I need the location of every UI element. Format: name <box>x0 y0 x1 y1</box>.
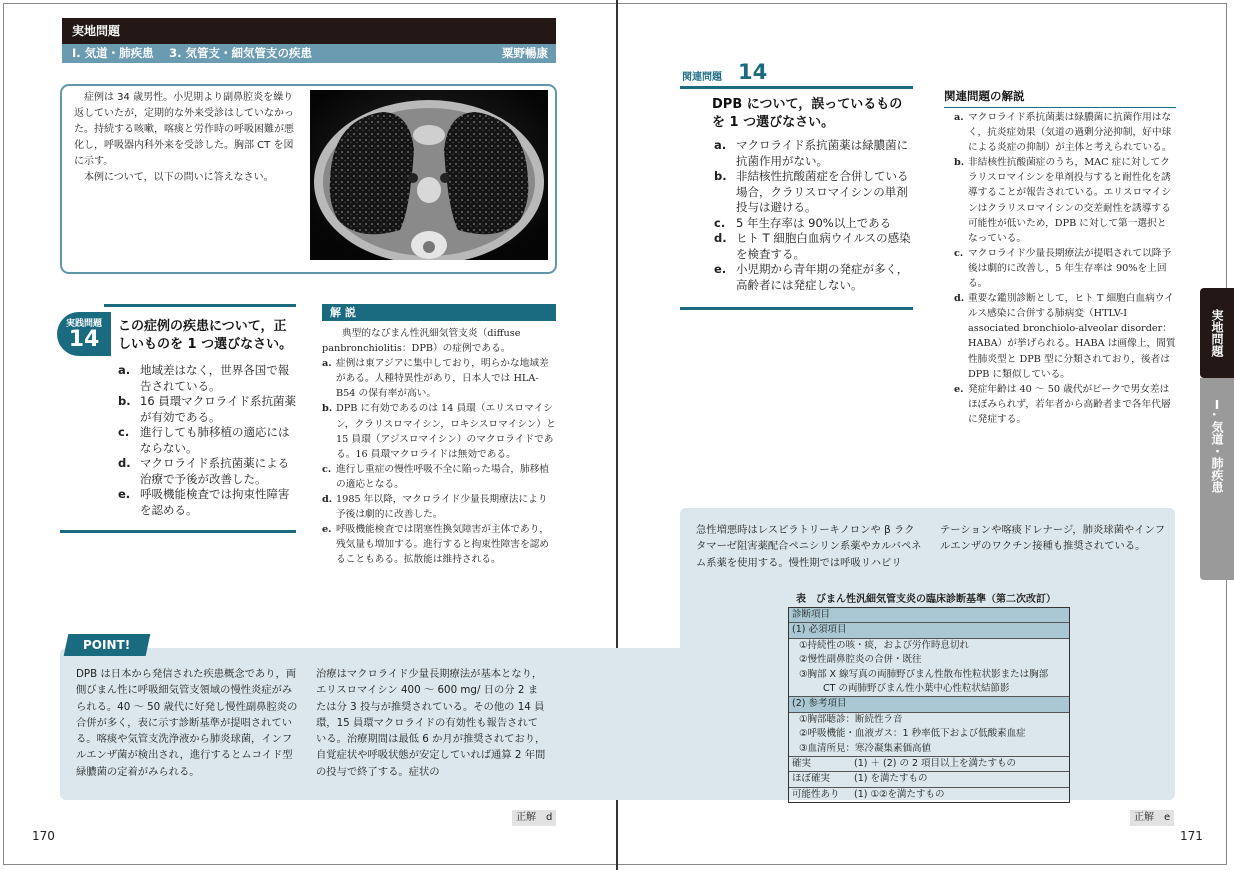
point-text-col2: 治療はマクロライド少量長期療法が基本となり，エリスロマイシン 400 ～ 600 mg/ 日の分 2 または分 3 投与が推奨されている。その他の 14 員環，15 員環マクロライドの有効性も報告されている。治療期間は最低 6 か月が推奨されており，自覚症状や呼吸状態が安定していれば通算 2 年間の投与で終了する。症状の <box>316 668 546 778</box>
question-title: この症例の疾患について，正しいものを 1 つ選びなさい。 <box>118 319 293 352</box>
point-label: POINT! <box>64 634 151 656</box>
table-required-label: (1) 必須項目 <box>789 623 1069 638</box>
related-explanation-item: a. マクロライド系抗菌薬は緑膿菌に抗菌作用はなく，抗炎症効果（気道の過剰分泌抑制，好中球による炎症の抑制）が主体と考えられている。 <box>954 112 1172 154</box>
table-required-item: ③胸部 X 線写真の両肺野びまん性散布性粒状影または胸部 <box>799 668 1049 680</box>
header-title: 実地問題 <box>62 18 556 44</box>
point-text-col3: 急性増悪時はレスピラトリーキノロンや β ラクタマーゼ阻害薬配合ペニシリン系薬やカルバペネム系薬を使用する。慢性期では呼吸リハビリ <box>696 524 922 569</box>
explanation-item: a. 症例は東アジアに集中しており，明らかな地域差がある。人種特異性があり，日本人では HLA-B54 の保有率が高い。 <box>322 358 549 400</box>
explanation-title: 解 説 <box>322 304 556 321</box>
related-question-title: DPB について，誤っているものを 1 つ選びなさい。 <box>712 97 903 130</box>
answer-left: 正解 d <box>512 810 556 826</box>
side-tab-section[interactable]: Ⅰ. 気道・肺疾患 <box>1200 378 1234 580</box>
related-question-top-rule <box>680 86 913 89</box>
question-bottom-rule <box>60 530 296 533</box>
related-question-number: 14 <box>738 60 768 84</box>
point-text-col1: DPB は日本から発信された疾患概念であり，両側びまん性に呼吸細気管支領域の慢性炎症がみられる。40 ～ 50 歳代に好発し慢性副鼻腔炎の合併が多く，表に示す診断基準が提唱されている。喀痰や気管支洗浄液から肺炎球菌，インフルエンザ菌が検出され，進行するとムコイド型緑膿菌の定着がみられる。 <box>76 668 298 778</box>
explanation-item: c. 進行し重症の慢性呼吸不全に陥った場合，肺移植の適応となる。 <box>322 463 550 490</box>
explanation-body <box>322 326 556 568</box>
related-explanation-item: b. 非結核性抗酸菌症のうち，MAC 症に対してクラリスロマイシンを単剤投与すると耐性化を誘導することが報告されている。エリスロマイシンはクラリスロマイシンの交差耐性を誘導する可能性が低いため，DPB に対して第一選択となっている。 <box>954 157 1172 244</box>
header-section-bar <box>62 44 556 63</box>
related-explanation-item: e. 発症年齢は 40 ～ 50 歳代がピークで男女差はほぼみられず，若年者から高齢者まで各年代層に発症する。 <box>954 383 1171 425</box>
related-explanation-title: 関連問題の解説 <box>944 88 1176 108</box>
table-required-item: ①持続性の咳・痰，および労作時息切れ <box>799 639 970 651</box>
side-tab-chapter[interactable]: 実地問題 <box>1200 288 1234 378</box>
option-c[interactable]: c. 進行しても肺移植の適応にはならない。 <box>118 425 290 455</box>
question-options <box>118 363 298 518</box>
table-reference-item: ②呼吸機能・血液ガス：1 秒率低下および低酸素血症 <box>799 728 1026 740</box>
ct-scan-drawing <box>310 90 548 260</box>
author-name: 粟野暢康 <box>502 46 548 60</box>
explanation-intro: 典型的なびまん性汎細気管支炎（diffuse panbronchiolitis：DPB）の症例である。 <box>322 328 521 355</box>
related-question-options <box>714 138 914 293</box>
page-number-left: 170 <box>32 829 55 843</box>
question-badge <box>57 312 111 356</box>
option-e[interactable]: e. 呼吸機能検査では拘束性障害を認める。 <box>118 487 290 517</box>
answer-right: 正解 e <box>1130 810 1174 826</box>
table-reference-item: ①胸部聴診：断続性ラ音 <box>799 713 903 725</box>
related-explanation-item: c. マクロライド少量長期療法が提唱されて以降予後は劇的に改善し，5 年生存率は 90%を上回る。 <box>954 247 1172 290</box>
related-option-c[interactable]: c. 5 年生存率は 90%以上である <box>714 215 892 230</box>
table-grade-row: ほぼ確実 (1) を満たすもの <box>789 772 1069 787</box>
option-d[interactable]: d. マクロライド系抗菌薬による治療で予後が改善した。 <box>118 456 290 486</box>
related-option-a[interactable]: a. マクロライド系抗菌薬は緑膿菌に抗菌作用がない。 <box>714 138 909 168</box>
explanation-item: d. 1985 年以降，マクロライド少量長期療法により予後は劇的に改善した。 <box>322 494 548 521</box>
related-explanation-item: d. 重要な鑑別診断として，ヒト T 細胞白血病ウイルス感染に合併する肺病変（HTLV-I associated bronchiolo-alveolar disorder：HABA）が挙げられる。HABA は画像上，間質性肺炎型と DPB 型に分類されており，後者は DPB に類似している。 <box>954 293 1176 380</box>
table-required-item: CT の両肺野びまん性小葉中心性粒状結節影 <box>789 682 1069 697</box>
case-description <box>74 90 296 186</box>
related-option-b[interactable]: b. 非結核性抗酸菌症を合併している場合，クラリスロマイシンの単剤投与は避ける。 <box>714 169 909 214</box>
case-paragraph: 症例は 34 歳男性。小児期より副鼻腔炎を繰り返していたが，定期的な外来受診はしていなかった。持続する咳嗽，喀痰と労作時の呼吸困難が悪化し，呼吸器内科外来を受診した。胸部 CT を図に示す。 <box>74 92 294 167</box>
table-required-item: ②慢性副鼻腔炎の合併・既往 <box>799 654 922 666</box>
criteria-table <box>788 607 1070 803</box>
related-option-e[interactable]: e. 小児期から青年期の発症が多く，高齢者には発症しない。 <box>714 262 909 292</box>
option-b[interactable]: b. 16 員環マクロライド系抗菌薬が有効である。 <box>118 394 296 424</box>
page-number-right: 171 <box>1180 829 1203 843</box>
table-reference-label: (2) 参考項目 <box>789 697 1069 712</box>
chest-ct-image <box>310 90 548 260</box>
related-explanation-body <box>954 110 1176 427</box>
case-paragraph: 本例について，以下の問いに答えなさい。 <box>84 172 274 183</box>
table-grade-row: 可能性あり (1) ①②を満たすもの <box>792 788 945 800</box>
question-badge-label: 実践問題 <box>65 319 102 329</box>
table-reference-item: ③血清所見：寒冷凝集素価高値 <box>789 742 1069 757</box>
related-question-bottom-rule <box>680 307 913 310</box>
related-option-d[interactable]: d. ヒト T 細胞白血病ウイルスの感染を検査する。 <box>714 231 911 261</box>
criteria-table-title: 表 びまん性汎細気管支炎の臨床診断基準（第二次改訂） <box>796 594 1056 605</box>
table-grade-row: 確実 (1) ＋ (2) の 2 項目以上を満たすもの <box>789 757 1069 772</box>
section-title: Ⅰ. 気道・肺疾患 3. 気管支・細気管支の疾患 <box>72 46 313 60</box>
question-number: 14 <box>68 327 100 352</box>
point-text-col4: テーションや喀痰ドレナージ，肺炎球菌やインフルエンザのワクチン接種も推奨されている。 <box>940 524 1166 553</box>
option-a[interactable]: a. 地域差はなく，世界各国で報告されている。 <box>118 363 290 393</box>
related-question-label: 関連問題 <box>682 72 722 83</box>
explanation-item: b. DPB に有効であるのは 14 員環（エリスロマイシン，クラリスロマイシン，ロキシスロマイシン）と 15 員環（アジスロマイシン）のマクロライドである。16 員環マクロライドは無効である。 <box>322 403 556 460</box>
table-header: 診断項目 <box>789 608 1069 623</box>
explanation-item: e. 呼吸機能検査では閉塞性換気障害が主体であり，残気量も増加する。進行すると拘束性障害を認めることもある。拡散能は維持される。 <box>322 524 550 566</box>
question-top-rule <box>104 304 296 307</box>
